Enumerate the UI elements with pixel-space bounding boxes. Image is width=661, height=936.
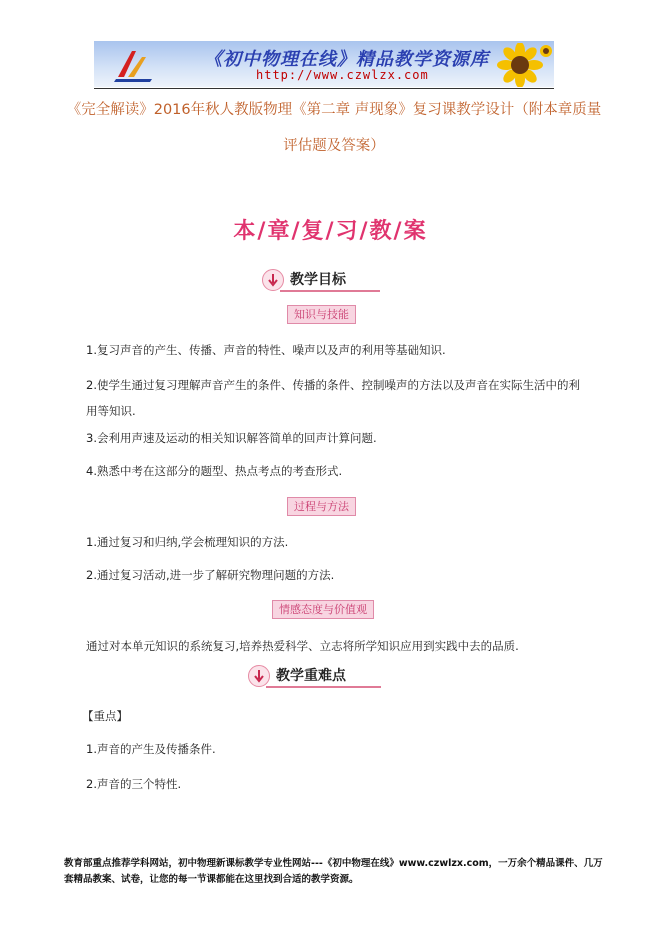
knowledge-item-4: 4.熟悉中考在这部分的题型、热点考点的考查形式.	[86, 464, 343, 478]
down-arrow-icon	[262, 269, 284, 291]
section-goals-label: 教学目标	[290, 272, 346, 288]
page-footer: 教育部重点推荐学科网站，初中物理新课标教学专业性网站---《初中物理在线》www.czwlzx.com，一万余个精品课件、几万套精品教案、试卷，让您的每一节课都能在这里找到合适的教学资源。	[64, 858, 603, 885]
banner-title: 《初中物理在线》精品教学资源库	[204, 49, 489, 70]
site-banner	[94, 41, 554, 87]
section-underline	[280, 290, 380, 292]
document-title: 《完全解读》2016年秋人教版物理《第二章 声现象》复习课教学设计（附本章质量评估题及答案）	[66, 102, 602, 154]
tag-emotion: 情感态度与价值观	[272, 600, 374, 619]
banner-url[interactable]: http://www.czwlzx.com	[256, 68, 429, 82]
process-item-1: 1.通过复习和归纳,学会梳理知识的方法.	[86, 535, 289, 549]
key-item-2: 2.声音的三个特性.	[86, 777, 182, 791]
knowledge-item-2: 2.使学生通过复习理解声音产生的条件、传播的条件、控制噪声的方法以及声音在实际生活中的利用等知识.	[86, 378, 580, 418]
key-item-1: 1.声音的产生及传播条件.	[86, 742, 216, 756]
section-underline	[266, 686, 381, 688]
section-keypoints	[248, 664, 383, 690]
site-logo-icon	[114, 47, 154, 83]
section-keypoints-label: 教学重难点	[276, 668, 346, 684]
header-rule	[94, 88, 554, 89]
chapter-review-heading: 本/章/复/习/教/案	[233, 219, 428, 244]
sunflower-icon	[482, 43, 552, 87]
tag-knowledge: 知识与技能	[287, 305, 356, 324]
emotion-text: 通过对本单元知识的系统复习,培养热爱科学、立志将所学知识应用到实践中去的品质.	[86, 639, 519, 653]
tag-process: 过程与方法	[287, 497, 356, 516]
key-points-label: 【重点】	[82, 709, 128, 723]
process-item-2: 2.通过复习活动,进一步了解研究物理问题的方法.	[86, 568, 335, 582]
down-arrow-icon	[248, 665, 270, 687]
knowledge-item-1: 1.复习声音的产生、传播、声音的特性、噪声以及声的利用等基础知识.	[86, 343, 446, 357]
section-goals	[262, 268, 382, 294]
knowledge-item-3: 3.会利用声速及运动的相关知识解答简单的回声计算问题.	[86, 431, 377, 445]
